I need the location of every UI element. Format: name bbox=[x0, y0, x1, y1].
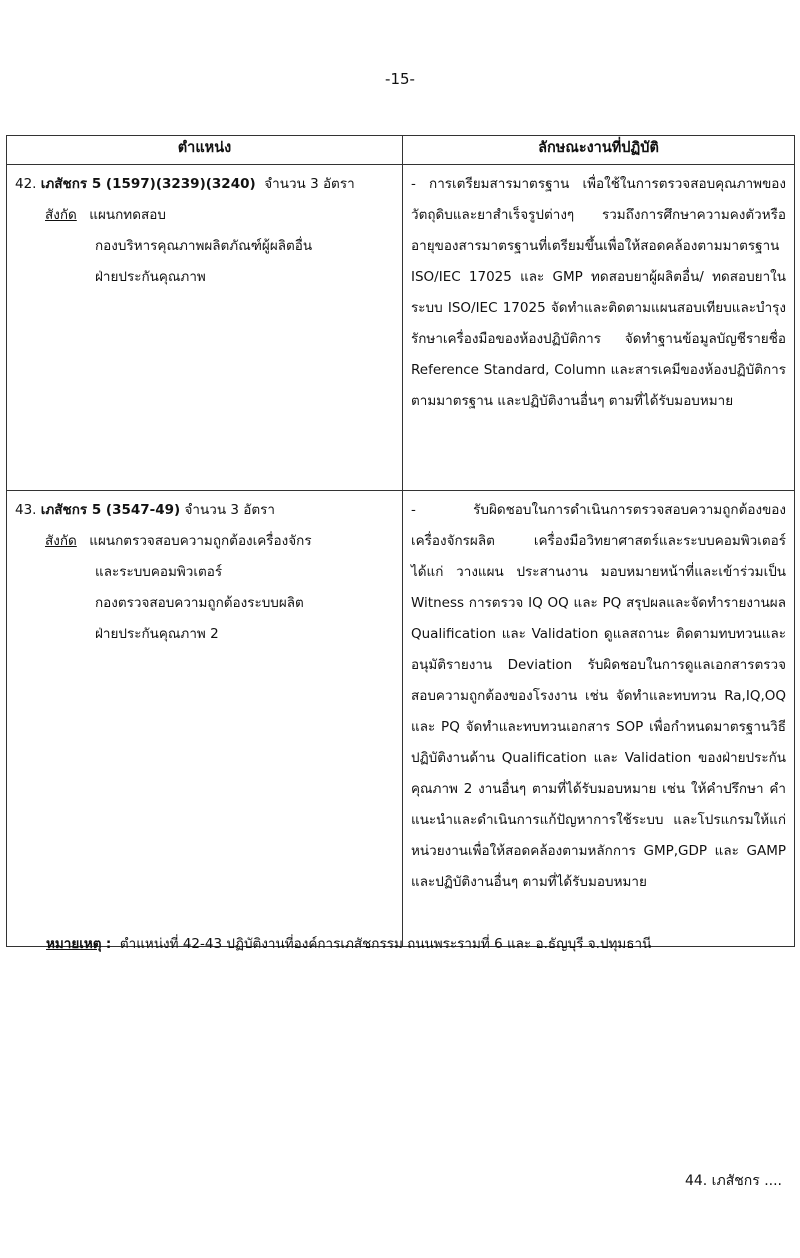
position-number: 43. bbox=[15, 502, 37, 518]
header-job-description: ลักษณะงานที่ปฏิบัติ bbox=[403, 136, 795, 165]
table-header-row bbox=[7, 136, 795, 165]
header-position: ตำแหน่ง bbox=[7, 136, 403, 165]
table-row bbox=[7, 165, 795, 491]
page-number: -15- bbox=[385, 70, 415, 88]
remark-label: หมายเหตุ bbox=[46, 936, 102, 952]
org-label: สังกัด bbox=[45, 533, 77, 549]
remark-colon: : bbox=[105, 936, 112, 952]
position-number: 42. bbox=[15, 176, 37, 192]
org-line: กองบริหารคุณภาพผลิตภัณฑ์ผู้ผลิตอื่น bbox=[95, 238, 313, 254]
job-description: - รับผิดชอบในการดำเนินการตรวจสอบความถูกต้องของเครื่องจักรผลิต เครื่องมือวิทยาศาสตร์และระบบคอมพิวเตอร์ ได้แก่ วางแผน ประสานงาน มอบหมายหน้าที่และเข้าร่วมเป็น Witness การตรวจ IQ OQ และ PQ สรุปผลและจัดทำรายงานผล Qualification และ Validation ดูแลสถานะ ติดตามทบทวนและอนุมัติรายงาน Deviation รับผิดชอบในการดูแลเอกสารตรวจสอบความถูกต้องของโรงงาน เช่น จัดทำและทบทวน Ra,IQ,OQ และ PQ จัดทำและทบทวนเอกสาร SOP เพื่อกำหนดมาตรฐานวิธีปฏิบัติงานด้าน Qualification และ Validation ของฝ่ายประกันคุณภาพ 2 งานอื่นๆ ตามที่ได้รับมอบหมาย เช่น ให้คำปรึกษา คำแนะนำและดำเนินการแก้ปัญหาการใช้ระบบ และโปรแกรมให้แก่หน่วยงานเพื่อให้สอดคล้องตามหลักการ GMP,GDP และ GAMP และปฏิบัติงานอื่นๆ ตามที่ได้รับมอบหมาย bbox=[403, 491, 795, 947]
org-line: และระบบคอมพิวเตอร์ bbox=[95, 564, 223, 580]
remark-text: ตำแหน่งที่ 42-43 ปฏิบัติงานที่องค์การเภสัชกรรม ถนนพระรามที่ 6 และ อ.ธัญบุรี จ.ปทุมธานี bbox=[119, 936, 652, 952]
table-row bbox=[7, 491, 795, 947]
position-count: จำนวน 3 อัตรา bbox=[184, 502, 275, 518]
org-line: แผนกทดสอบ bbox=[89, 207, 166, 223]
continuation-footer: 44. เภสัชกร .... bbox=[684, 1173, 782, 1189]
position-cell bbox=[7, 491, 403, 947]
org-line: ฝ่ายประกันคุณภาพ 2 bbox=[95, 626, 219, 642]
org-label: สังกัด bbox=[45, 207, 77, 223]
position-count: จำนวน 3 อัตรา bbox=[264, 176, 355, 192]
org-line: ฝ่ายประกันคุณภาพ bbox=[95, 269, 206, 285]
org-line: แผนกตรวจสอบความถูกต้องเครื่องจักร bbox=[89, 533, 312, 549]
remark bbox=[46, 932, 651, 954]
position-title: เภสัชกร 5 (1597)(3239)(3240) bbox=[40, 176, 256, 192]
position-title: เภสัชกร 5 (3547-49) bbox=[40, 502, 181, 518]
position-cell bbox=[7, 165, 403, 491]
job-description: - การเตรียมสารมาตรฐาน เพื่อใช้ในการตรวจสอบคุณภาพของวัตถุดิบและยาสำเร็จรูปต่างๆ รวมถึงการศึกษาความคงตัวหรืออายุของสารมาตรฐานที่เตรียมขึ้นเพื่อให้สอดคล้องตามมาตรฐาน ISO/IEC 17025 และ GMP ทดสอบยาผู้ผลิตอื่น/ ทดสอบยาในระบบ ISO/IEC 17025 จัดทำและติดตามแผนสอบเทียบและบำรุงรักษาเครื่องมือของห้องปฏิบัติการ จัดทำฐานข้อมูลบัญชีรายชื่อ Reference Standard, Column และสารเคมีของห้องปฏิบัติการตามมาตรฐาน และปฏิบัติงานอื่นๆ ตามที่ได้รับมอบหมาย bbox=[403, 165, 795, 491]
positions-table bbox=[6, 135, 795, 947]
org-line: กองตรวจสอบความถูกต้องระบบผลิต bbox=[95, 595, 304, 611]
